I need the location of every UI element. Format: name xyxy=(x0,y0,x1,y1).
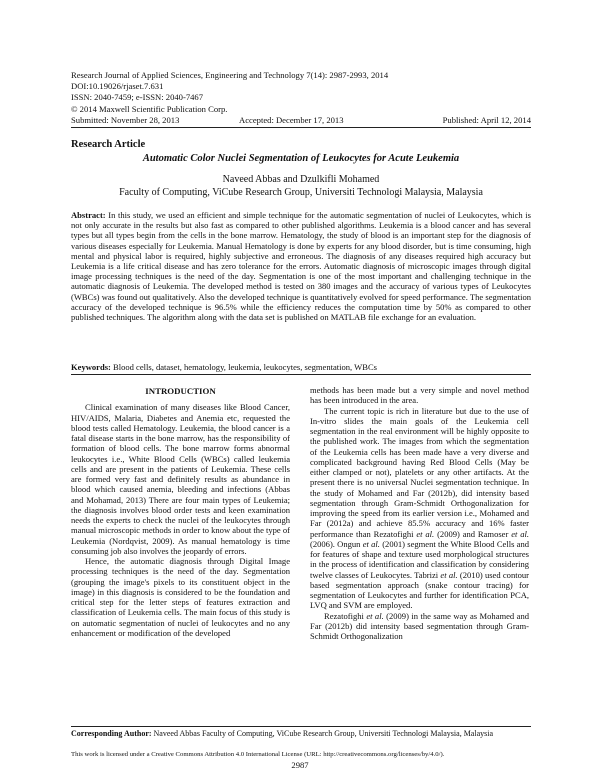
submitted-date: Submitted: November 28, 2013 xyxy=(71,115,180,125)
corresponding-author xyxy=(71,729,531,739)
et-al: et al. xyxy=(416,528,435,539)
intro-heading: INTRODUCTION xyxy=(145,386,216,396)
article-type: Research Article xyxy=(71,139,146,150)
et-al: et al. xyxy=(440,569,458,580)
accepted-date: Accepted: December 17, 2013 xyxy=(239,115,344,125)
keywords-divider xyxy=(71,374,531,375)
authors: Naveed Abbas and Dzulkifli Mohamed xyxy=(222,174,380,185)
corr-label: Corresponding Author: xyxy=(71,729,152,738)
abstract-text: In this study, we used an efficient and simple technique for the automatic segmentation of nuclei of Leukocytes, which is not only accurate in the results but also fast as compared to other published algorithms. Leukemia is a blood cancer and has several types but all types begin from the cells in the bone marrow. Hematology, the study of blood is an important step for the diagnosis of various diseases especially for Leukemia. Manual Hematology is done by experts for any blood disorder, but is time consuming, high mental and physical labor is required, highly subjective and erroneous. The diagnosis of any diseases required high accuracy but Leukemia is a life critical disease and has zero tolerance for the errors. Automatic diagnosis of microscopic images through digital image processing techniques is the need of the day. Segmentation is one of the most important and challenging technique in the automatic diagnosis of Leukemia. The developed method is tested on 380 images and the accuracy of various types of Leukocytes (WBCs) was found out qualitatively. Also the developed technique is quantitatively evolved for speed performance. The segmentation accuracy of the developed technique is 96.5% while the efficiency reduces the computation time by 50% as compared to other published techniques. The algorithm along with the data set is published on MATLAB file exchange for an evaluation. xyxy=(71,210,531,323)
license-note[interactable]: This work is licensed under a Creative Commons Attribution 4.0 International License (URL: http://creativecommons.org/licenses/by/4.0/). xyxy=(71,751,445,758)
keywords xyxy=(71,362,531,372)
header-divider xyxy=(71,127,531,128)
page-number: 2987 xyxy=(291,760,309,770)
corr-text: Naveed Abbas Faculty of Computing, ViCube Research Group, Universiti Technologi Malaysia, Malaysia xyxy=(151,729,494,738)
published-date: Published: April 12, 2014 xyxy=(442,115,531,125)
footer-divider xyxy=(71,726,531,727)
right-paragraph-1 xyxy=(310,406,529,611)
et-al: et al. xyxy=(366,610,384,621)
text-run: (2006). Ongun xyxy=(310,538,363,549)
text-run: (2010) used contour based segmentation approach (snake contour tracing) for segmentation of Leukocytes and further for identification PCA, LVQ and SVM are employed. xyxy=(310,569,529,611)
affiliation: Faculty of Computing, ViCube Research Group, Universiti Technologi Malaysia, Malaysia xyxy=(119,187,483,198)
text-run: (2009) in the same way as Mohamed and Far (2012b) did intensity based segmentation through Gram-Schmidt Orthogonalization xyxy=(310,610,529,641)
left-paragraph-2: Hence, the automatic diagnosis through Digital Image processing techniques is the need of the day. Segmentation (grouping the image's pixels to its constituent object in the image) in this diagnosis is considered to be the foundation and critical step for the letter steps of features extraction and classification of Leukemia cells. The main focus of this study is on automatic segmentation of nuclei of leukocytes and no any enhancement or modification of the developed xyxy=(71,556,290,638)
et-al: et al. xyxy=(511,528,530,539)
keywords-label: Keywords: xyxy=(71,362,111,372)
copyright: © 2014 Maxwell Scientific Publication Corp. xyxy=(71,103,228,114)
issn: ISSN: 2040-7459; e-ISSN: 2040-7467 xyxy=(71,92,204,103)
text-run: (2001) segment the White Blood Cells and for features of shape and texture used morphological structures in the process of identification and classification by considering twelve classes of Leukocytes. Tabrizi xyxy=(310,538,530,580)
right-column xyxy=(310,385,529,641)
et-al: et al. xyxy=(362,538,380,549)
journal-header xyxy=(71,70,531,115)
text-run: (2009) and Ramoser xyxy=(434,528,512,539)
left-column xyxy=(71,386,290,638)
right-paragraph-0: methods has been made but a very simple and novel method has been introduced in the area. xyxy=(310,385,529,406)
text-run: Rezatofighi xyxy=(324,610,367,621)
abstract xyxy=(71,210,531,322)
article-title: Automatic Color Nuclei Segmentation of Leukocytes for Acute Leukemia xyxy=(142,153,460,164)
keywords-text: Blood cells, dataset, hematology, leukemia, leukocytes, segmentation, WBCs xyxy=(110,362,377,372)
abstract-label: Abstract: xyxy=(71,210,106,220)
journal-citation: Research Journal of Applied Sciences, Engineering and Technology 7(14): 2987-2993, 2014 xyxy=(71,70,389,80)
doi[interactable]: DOI:10.19026/rjaset.7.631 xyxy=(71,81,164,92)
text-run: The current topic is rich in literature but due to the use of In-vitro slides the main goals of the Leukemia cell segmentation in the real environment will be highly opposite to the published work. The images from which the segmentation of the Leukemia cells has been made have a very diverse and complicated background having Red Blood Cells (May be either clamped or not), platelets or any other artifacts. At the present there is no universal Nuclei segmentation technique. In the study of Mohamed and Far (2012b), did intensity based segmentation through Gram-Schmidt Orthogonalization for improving the speed from its earlier version i.e., Mohamed and Far (2012a) and achieve 85.5% accuracy and 16% faster performance than Rezatofighi xyxy=(310,405,529,539)
right-paragraph-2 xyxy=(310,611,529,642)
left-paragraph-1: Clinical examination of many diseases like Blood Cancer, HIV/AIDS, Malaria, Diabetes and Anemia etc, requested the blood tests called Hematology. Leukemia, the blood cancer is a fatal disease starts in the bone marrow, has the responsibility of formation of blood cells. The bone marrow forms abnormal leukocytes i.e., White Blood Cells (WBCs) called leukemia cells and are present in the patients of Leukemia. These cells are formed very fast and definitely results as abundance in blood which caused anemia, bleeding and infections (Abbas and Mohamad, 2013) There are four main types of Leukemia; the diagnosis involves blood order tests and keen examination needs the experts to check the nuclei of the leukocytes through manual microscopic methods in order to know about the type of Leukemia (Nordqvist, 2009). As manual hematology is time consuming job also involves the jeopardy of errors. xyxy=(71,402,290,556)
